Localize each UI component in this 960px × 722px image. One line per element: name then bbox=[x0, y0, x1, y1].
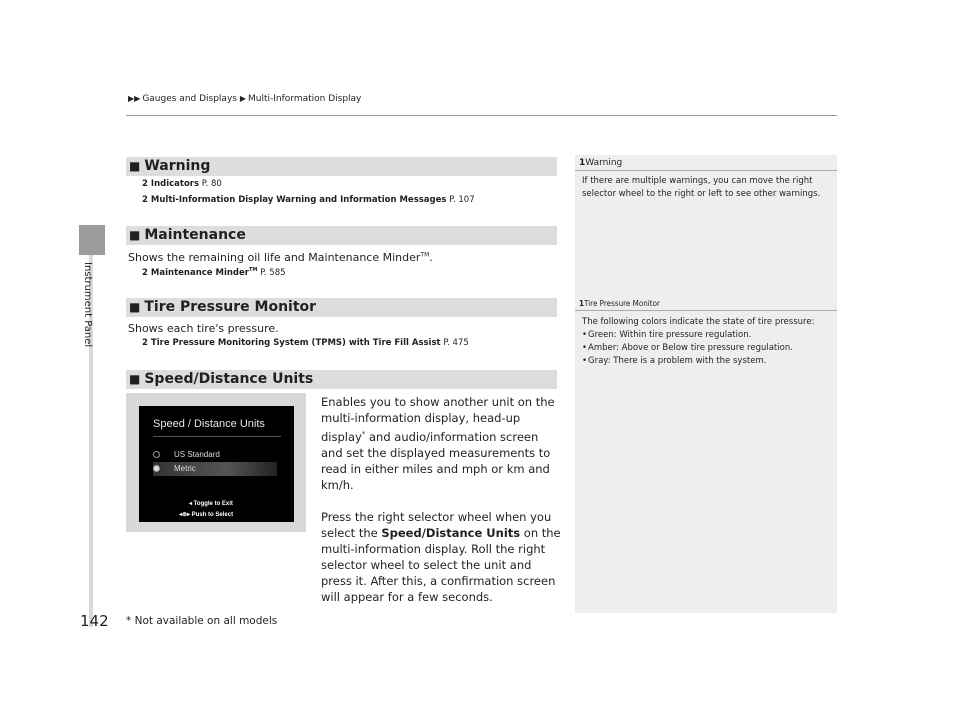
note-title-warning bbox=[579, 158, 622, 168]
reference-link[interactable] bbox=[142, 267, 286, 278]
screen-divider bbox=[153, 436, 281, 437]
screen-option-selected bbox=[153, 462, 277, 476]
trademark: TM bbox=[420, 251, 430, 259]
page-number: 142 bbox=[80, 612, 109, 630]
note-text: The following colors indicate the state of tire pressure: bbox=[582, 317, 815, 327]
footnote: * Not available on all models bbox=[126, 615, 278, 627]
option-label: US Standard bbox=[174, 450, 220, 459]
maintenance-description bbox=[128, 251, 433, 264]
note-title-text: Warning bbox=[585, 158, 623, 168]
paragraph bbox=[321, 509, 561, 605]
section-title: Speed/Distance Units bbox=[144, 371, 314, 387]
text: and audio/information screen and set the displayed measurements to read in either miles and mph or km and km/h. bbox=[321, 429, 551, 492]
bold-text: Speed/Distance Units bbox=[381, 525, 521, 540]
breadcrumb-arrow-icon: ▶▶ bbox=[128, 94, 141, 103]
display-illustration bbox=[139, 406, 294, 522]
radio-selected-icon bbox=[153, 465, 160, 472]
screen-hint-toggle: ◂ Toggle to Exit bbox=[189, 501, 233, 507]
note-title-text: Tire Pressure Monitor bbox=[584, 299, 660, 308]
section-heading-warning bbox=[126, 157, 557, 176]
text: Enables you to show another unit on the multi-information display, head-up display bbox=[321, 395, 555, 444]
reference-link[interactable] bbox=[142, 179, 222, 189]
note-body-tpms bbox=[582, 316, 827, 368]
section-marker-icon: ■ bbox=[129, 372, 141, 386]
option-label: Metric bbox=[174, 464, 196, 473]
reference-link[interactable] bbox=[142, 195, 475, 205]
screen-option bbox=[153, 448, 277, 462]
breadcrumb bbox=[128, 94, 361, 104]
bullet-list bbox=[582, 329, 827, 368]
header-divider bbox=[126, 115, 837, 116]
bullet-item: • Green: Within tire pressure regulation. bbox=[582, 329, 827, 342]
section-title: Warning bbox=[144, 158, 211, 174]
section-title: Tire Pressure Monitor bbox=[144, 299, 317, 315]
bullet-item: • Amber: Above or Below tire pressure regulation. bbox=[582, 342, 827, 355]
breadcrumb-item[interactable]: Multi-Information Display bbox=[248, 94, 362, 104]
section-heading-maintenance bbox=[126, 226, 557, 245]
body-text: Shows the remaining oil life and Maintenance Minder bbox=[128, 251, 421, 264]
note-icon: 1 bbox=[579, 299, 585, 308]
tpms-description: Shows each tire's pressure. bbox=[128, 322, 279, 335]
units-description bbox=[321, 394, 561, 621]
breadcrumb-item[interactable]: Gauges and Displays bbox=[142, 94, 237, 104]
bullet-item: • Gray: There is a problem with the system. bbox=[582, 355, 827, 368]
reference-arrow-icon: 2 bbox=[142, 195, 148, 205]
section-title: Maintenance bbox=[144, 227, 246, 243]
note-title-tpms bbox=[579, 299, 660, 308]
section-marker-icon: ■ bbox=[129, 159, 141, 173]
reference-label: Multi-Information Display Warning and Information Messages bbox=[150, 195, 447, 205]
screen-title: Speed / Distance Units bbox=[153, 418, 265, 430]
note-body-warning: If there are multiple warnings, you can move the right selector wheel to the right or left to see other warnings. bbox=[582, 176, 821, 199]
paragraph bbox=[321, 394, 561, 493]
note-divider bbox=[575, 170, 837, 171]
section-heading-units bbox=[126, 370, 557, 389]
reference-page: P. 107 bbox=[449, 195, 475, 205]
reference-arrow-icon: 2 bbox=[142, 338, 148, 348]
note-divider bbox=[575, 310, 837, 311]
section-marker-icon: ■ bbox=[129, 228, 141, 242]
reference-label: Indicators bbox=[150, 179, 200, 189]
reference-page: P. 585 bbox=[260, 267, 286, 278]
chapter-tab bbox=[79, 225, 105, 255]
section-heading-tpms bbox=[126, 298, 557, 317]
text: Press the right selector wheel when you select the bbox=[321, 509, 552, 540]
screen-hint-push: ◂⊚▸ Push to Select bbox=[179, 512, 234, 518]
note-icon: 1 bbox=[579, 158, 586, 168]
trademark: TM bbox=[248, 267, 258, 273]
radio-icon bbox=[153, 451, 160, 458]
chapter-label: Instrument Panel bbox=[82, 262, 93, 348]
reference-label: Tire Pressure Monitoring System (TPMS) with Tire Fill Assist bbox=[150, 338, 441, 348]
reference-page: P. 80 bbox=[201, 179, 222, 189]
reference-link[interactable] bbox=[142, 338, 469, 348]
side-notes-panel bbox=[575, 155, 837, 613]
reference-label: Maintenance Minder bbox=[150, 267, 249, 278]
reference-arrow-icon: 2 bbox=[142, 179, 148, 189]
breadcrumb-arrow-icon: ▶ bbox=[239, 94, 246, 103]
footnote-marker: * bbox=[361, 430, 366, 438]
text: on the multi-information display. Roll the right selector wheel to select the unit and press it. After this, a confirmation screen will appear for a few seconds. bbox=[321, 525, 561, 604]
period: . bbox=[429, 251, 433, 264]
reference-page: P. 475 bbox=[443, 338, 469, 348]
section-marker-icon: ■ bbox=[129, 300, 141, 314]
reference-arrow-icon: 2 bbox=[142, 267, 148, 278]
